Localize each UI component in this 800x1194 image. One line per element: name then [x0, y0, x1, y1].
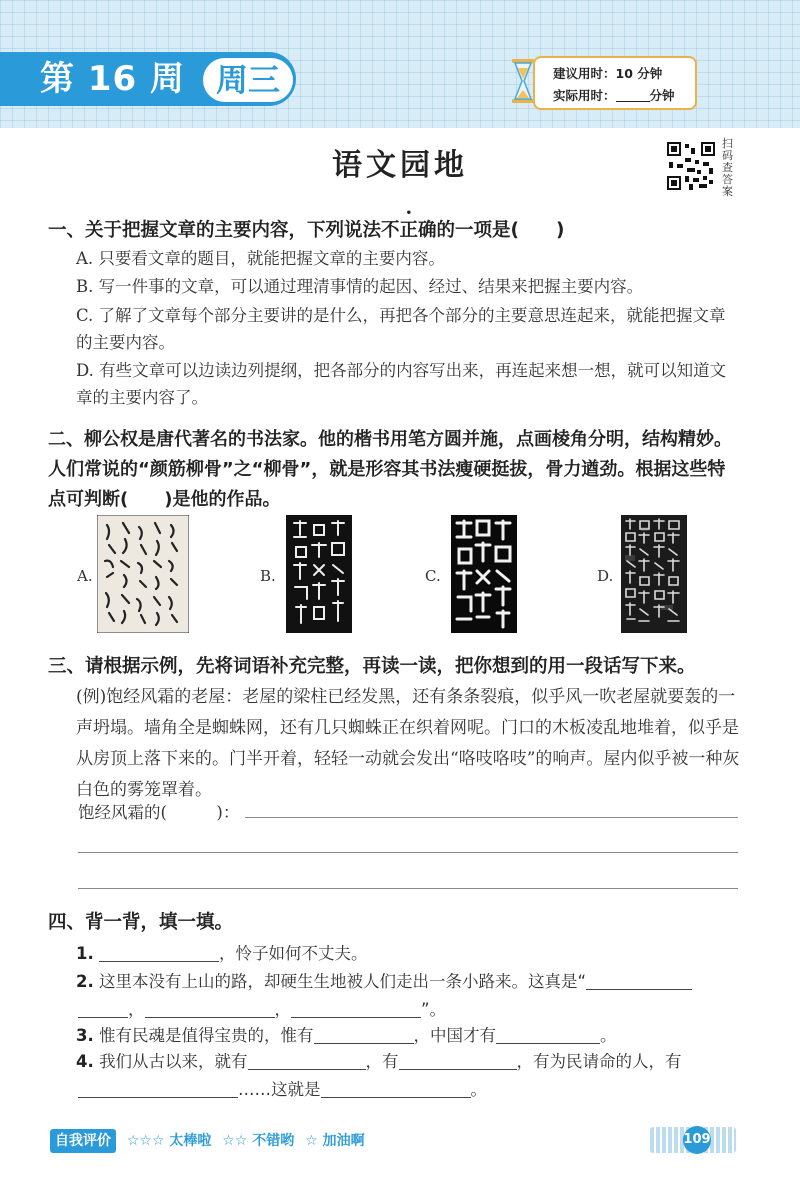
actual-time-blank[interactable]: [616, 89, 650, 102]
recite-item-2-cont: ， ， ”。: [78, 996, 446, 1020]
qr-code-icon[interactable]: [665, 140, 717, 192]
fill-blank[interactable]: [78, 999, 128, 1018]
recite-item-4: 4. 我们从古以来，就有 ，有 ，有为民请命的人，有: [76, 1052, 682, 1071]
time-box: [533, 56, 697, 110]
self-eval-label: 自我评价: [50, 1129, 116, 1153]
week-label: 第 16 周: [40, 59, 185, 99]
recite-item-4-cont: ……这就是 。: [78, 1076, 487, 1100]
calligraphy-b-image[interactable]: [286, 515, 352, 633]
fill-blank[interactable]: [586, 971, 692, 990]
writing-line-1[interactable]: [245, 817, 738, 818]
fill-blank[interactable]: [145, 999, 275, 1018]
calligraphy-d-image[interactable]: [621, 515, 687, 633]
question-1: 一、关于把握文章的主要内容，下列说法不正确的一项是( ): [48, 220, 565, 241]
fill-blank[interactable]: [314, 1025, 414, 1044]
recite-item-2: 2. 这里本没有上山的路，却硬生生地被人们走出一条小路来。这真是“: [76, 968, 692, 992]
page-number: 109: [683, 1126, 711, 1154]
calligraphy-a-image[interactable]: [97, 515, 189, 633]
choice-d-label: D.: [597, 567, 614, 585]
question-2: 二、柳公权是唐代著名的书法家。他的楷书用笔方圆并施，点画棱角分明，结构精妙。人们常说的“颜筋柳骨”之“柳骨”，就是形容其书法瘦硬挺拔，骨力遒劲。根据这些特点可判断( )是他的作品。: [48, 429, 732, 510]
qr-label: 扫码查答案: [722, 137, 733, 198]
option-d: D. 有些文章可以边读边列提纲，把各部分的内容写出来，再连起来想一想，就可以知道文章的主要内容了。: [76, 361, 727, 407]
rating-keep-going: 加油啊: [322, 1133, 365, 1149]
self-evaluation: [50, 1129, 365, 1153]
option-a: A. 只要看文章的题目，就能把握文章的主要内容。: [76, 249, 445, 268]
choice-c-label: C.: [425, 567, 441, 585]
writing-prompt: 饱经风霜的( )：: [78, 803, 240, 822]
recite-item-3: 3. 惟有民魂是值得宝贵的，惟有 ，中国才有 。: [76, 1026, 617, 1045]
example-paragraph: (例)饱经风霜的老屋：老屋的梁柱已经发黑，还有条条裂痕，似乎风一吹老屋就要轰的一声坍塌。墙角全是蜘蛛网，还有几只蜘蛛正在织着网呢。门口的木板凌乱地堆着，似乎是从房顶上落下来的。门半开着，轻轻一动就会发出“咯吱咯吱”的响声。屋内似乎被一种灰白色的雾笼罩着。: [76, 687, 740, 800]
fill-blank[interactable]: [99, 943, 219, 962]
suggested-time: 建议用时：10 分钟: [553, 66, 663, 81]
choice-a-label: A.: [77, 567, 93, 585]
fill-blank[interactable]: [496, 1025, 600, 1044]
writing-line-2[interactable]: [78, 852, 738, 853]
choice-b-label: B.: [260, 567, 276, 585]
rating-great: 太棒啦: [169, 1133, 212, 1149]
fill-blank[interactable]: [78, 1079, 238, 1098]
calligraphy-c-image[interactable]: [451, 515, 517, 633]
page-title: 语文园地: [332, 148, 468, 183]
fill-blank[interactable]: [399, 1051, 517, 1070]
actual-time: 实际用时： 分钟: [553, 88, 675, 103]
star-icon[interactable]: ☆☆☆: [126, 1133, 165, 1149]
fill-blank[interactable]: [248, 1051, 366, 1070]
question-4: 四、背一背，填一填。: [48, 912, 234, 933]
day-label: 周三: [203, 58, 293, 102]
recite-item-1: 1. ，怜子如何不丈夫。: [76, 944, 368, 963]
option-b: B. 写一件事的文章，可以通过理清事情的起因、经过、结果来把握主要内容。: [76, 277, 644, 296]
option-c: C. 了解了文章每个部分主要讲的是什么，再把各个部分的主要意思连起来，就能把握文章的主要内容。: [76, 306, 726, 352]
fill-blank[interactable]: [291, 999, 421, 1018]
writing-line-3[interactable]: [78, 888, 738, 889]
question-3: 三、请根据示例，先将词语补充完整，再读一读，把你想到的用一段话写下来。: [48, 656, 696, 677]
fill-blank[interactable]: [321, 1079, 471, 1098]
star-icon[interactable]: ☆: [305, 1133, 318, 1149]
emphasis-text: 不正确: [381, 220, 437, 241]
star-icon[interactable]: ☆☆: [222, 1133, 248, 1149]
rating-good: 不错哟: [252, 1133, 295, 1149]
